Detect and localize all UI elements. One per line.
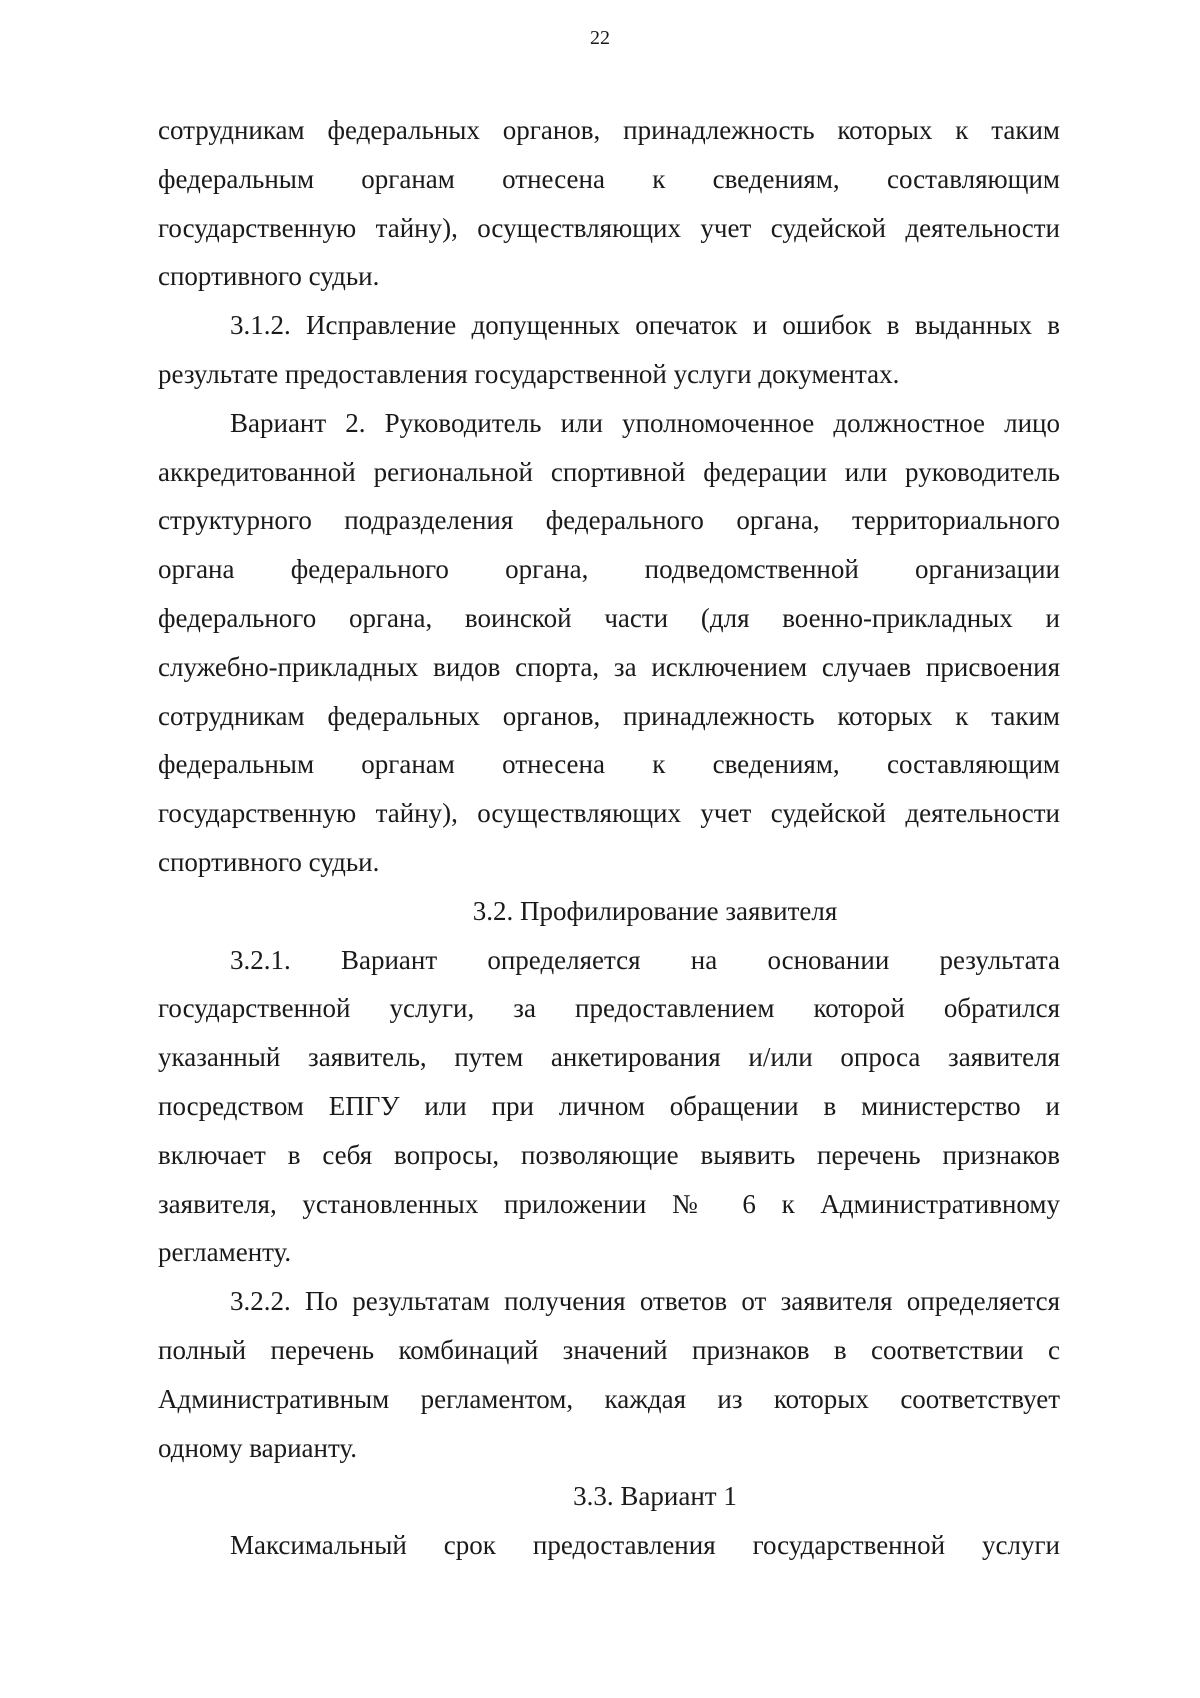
text-line: указанный заявитель, путем анкетирования и/или опроса заявителя — [158, 1042, 1060, 1073]
text-line: федеральным органам отнесена к сведениям, составляющим — [158, 749, 1060, 780]
text-line: посредством ЕПГУ или при личном обращении в министерство и — [158, 1090, 1060, 1121]
page-number: 22 — [590, 27, 610, 49]
text-line: Вариант 2. Руководитель или уполномоченное должностное лицо — [230, 407, 1060, 438]
paragraph-3-2-2 — [158, 1277, 1060, 1472]
text-line: спортивного судьи. — [158, 261, 380, 292]
text-line: государственную тайну), осуществляющих учет судейской деятельности — [158, 212, 1060, 243]
text-line: структурного подразделения федерального органа, территориального — [158, 505, 1060, 536]
text-line: спортивного судьи. — [158, 846, 380, 877]
text-line: сотрудникам федеральных органов, принадлежность которых к таким — [158, 115, 1060, 145]
paragraph-continuation — [158, 106, 1060, 301]
text-line: одному варианту. — [158, 1432, 357, 1463]
paragraph-variant-2 — [158, 399, 1060, 887]
text-line: федерального органа, воинской части (для военно-прикладных и — [158, 602, 1060, 633]
text-line: полный перечень комбинаций значений признаков в соответствии с — [158, 1334, 1060, 1365]
text-line: 3.2.2. По результатам получения ответов от заявителя определяется — [230, 1286, 1060, 1317]
paragraph-3-1-2 — [158, 301, 1060, 399]
section-heading-3-3: 3.3. Вариант 1 — [573, 1481, 737, 1512]
text-line: Максимальный срок предоставления государственной услуги — [230, 1530, 1060, 1561]
paragraph-variant-1 — [158, 1521, 1060, 1570]
text-line: сотрудникам федеральных органов, принадлежность которых к таким — [158, 700, 1060, 731]
text-line: включает в себя вопросы, позволяющие выявить перечень признаков — [158, 1139, 1060, 1170]
paragraph-3-2-1 — [158, 936, 1060, 1278]
text-line: 3.1.2. Исправление допущенных опечаток и ошибок в выданных в — [230, 310, 1060, 341]
text-line: аккредитованной региональной спортивной федерации или руководитель — [158, 456, 1060, 487]
text-line: государственной услуги, за предоставлением которой обратился — [158, 993, 1060, 1024]
text-line: федеральным органам отнесена к сведениям, составляющим — [158, 163, 1060, 194]
document-body — [158, 106, 1060, 1570]
text-line: Административным регламентом, каждая из которых соответствует — [158, 1383, 1060, 1414]
section-heading-3-2: 3.2. Профилирование заявителя — [472, 895, 838, 926]
text-line: служебно-прикладных видов спорта, за исключением случаев присвоения — [158, 651, 1060, 682]
text-line: результате предоставления государственной услуги документах. — [158, 358, 900, 389]
text-line: заявителя, установленных приложении № 6 к Административному — [158, 1188, 1060, 1219]
text-line: государственную тайну), осуществляющих учет судейской деятельности — [158, 798, 1060, 829]
text-line: 3.2.1. Вариант определяется на основании результата — [230, 944, 1060, 975]
text-line: регламенту. — [158, 1237, 292, 1268]
text-line: органа федерального органа, подведомственной организации — [158, 554, 1060, 585]
